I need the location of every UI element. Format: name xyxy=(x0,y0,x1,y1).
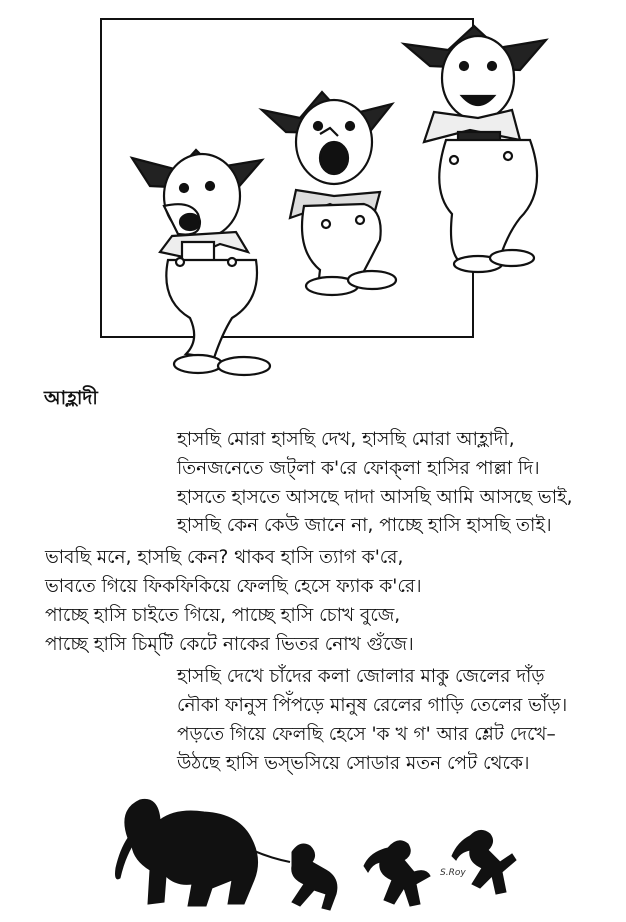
poem-line: হাসতে হাসতে আসছে দাদা আসছি আমি আসছে ভাই, xyxy=(177,487,573,508)
monkey-silhouette xyxy=(364,841,430,906)
poem-line: পড়তে গিয়ে ফেলছি হেসে 'ক খ গ' আর শ্লেট দেখে– xyxy=(177,724,556,745)
monkey-silhouette xyxy=(452,830,516,894)
poem-line: হাসছি কেন কেউ জানে না, পাচ্ছে হাসি হাসছি তাই। xyxy=(177,515,552,536)
poem-line: ভাবতে গিয়ে ফিকফিকিয়ে ফেলছি হেসে ফ্যাক ক'রে। xyxy=(45,576,422,597)
poem-title: আহ্লাদী xyxy=(44,387,98,409)
figure-right xyxy=(404,26,546,272)
poem-line: নৌকা ফানুস পিঁপড়ে মানুষ রেলের গাড়ি তেলের ভাঁড়। xyxy=(177,695,568,716)
elephant-and-monkeys-silhouette xyxy=(0,790,626,922)
poem-line: পাচ্ছে হাসি চিম্‌টি কেটে নাকের ভিতর নোখ গুঁজে। xyxy=(45,634,414,655)
poem-line: পাচ্ছে হাসি চাইতে গিয়ে, পাচ্ছে হাসি চোখ বুজে, xyxy=(45,605,401,626)
artist-signature: S.Roy xyxy=(440,868,466,878)
poem-line: তিনজনেতে জট্‌লা ক'রে ফোক্‌লা হাসির পাল্লা দি। xyxy=(177,458,540,479)
poem-line: উঠছে হাসি ভস্‌ভসিয়ে সোডার মতন পেট থেকে। xyxy=(177,753,530,774)
poem-line: ভাবছি মনে, হাসছি কেন? থাকব হাসি ত্যাগ ক'রে, xyxy=(45,547,404,568)
three-laughing-figures-illustration xyxy=(0,0,626,390)
poem-line: হাসছি দেখে চাঁদের কলা জোলার মাকু জেলের দাঁড় xyxy=(177,666,545,687)
monkey-silhouette xyxy=(292,844,337,910)
figure-left xyxy=(132,150,270,375)
elephant-silhouette xyxy=(116,799,258,906)
figure-middle xyxy=(262,92,396,295)
poem-line: হাসছি মোরা হাসছি দেখ, হাসছি মোরা আহ্লাদী, xyxy=(177,429,515,450)
